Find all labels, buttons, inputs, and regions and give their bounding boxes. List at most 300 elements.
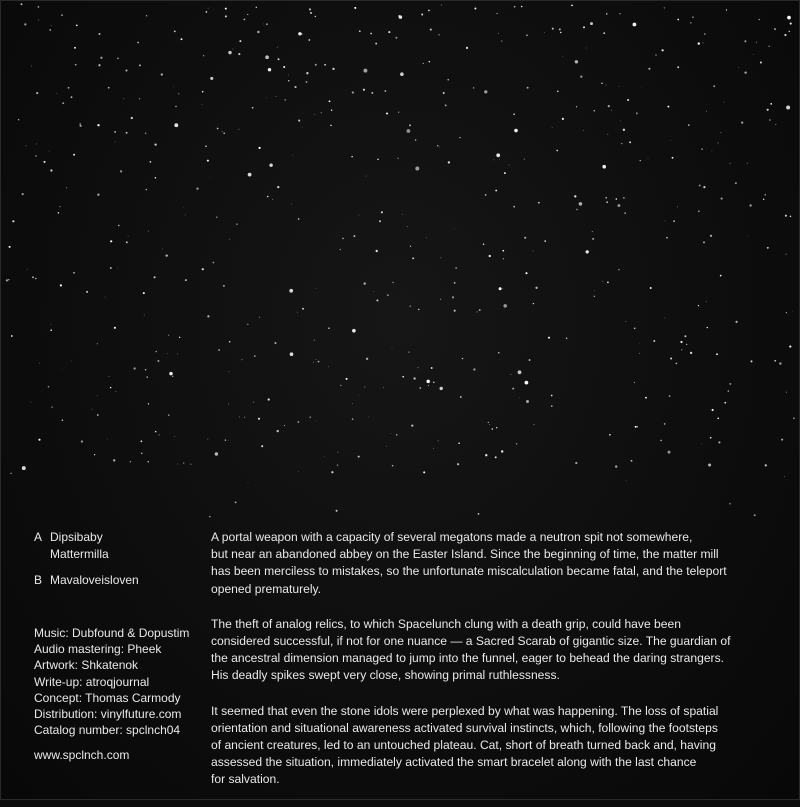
star — [9, 246, 11, 248]
star — [183, 462, 184, 463]
star — [37, 6, 39, 8]
star — [272, 199, 273, 200]
star — [284, 99, 286, 101]
star — [698, 42, 700, 44]
star — [298, 471, 299, 472]
star — [662, 49, 664, 51]
star — [708, 463, 711, 466]
star — [228, 371, 229, 372]
star — [340, 249, 341, 250]
star — [215, 452, 218, 455]
star — [790, 23, 792, 25]
star — [113, 459, 115, 461]
star — [504, 172, 506, 174]
star — [648, 158, 649, 159]
star — [415, 139, 416, 140]
star — [386, 446, 387, 447]
star — [306, 81, 308, 83]
star — [202, 91, 204, 93]
star — [729, 383, 731, 385]
star — [6, 279, 8, 281]
star — [18, 119, 19, 120]
star — [143, 292, 145, 294]
star — [769, 119, 771, 121]
star — [314, 114, 315, 115]
star — [423, 63, 424, 64]
star — [792, 312, 793, 313]
star — [712, 409, 714, 411]
star — [437, 145, 438, 146]
story-paragraph-1 — [211, 529, 781, 598]
star — [80, 125, 82, 127]
star — [337, 464, 338, 465]
story-line: opened prematurely. — [211, 581, 322, 596]
star — [218, 349, 220, 351]
star — [133, 367, 135, 369]
star — [713, 85, 715, 87]
star — [210, 177, 211, 178]
star — [409, 124, 411, 126]
star — [458, 442, 460, 444]
star — [583, 130, 584, 131]
star — [594, 296, 595, 297]
star — [27, 269, 28, 270]
star — [784, 34, 786, 36]
star — [718, 142, 719, 143]
star — [146, 189, 148, 191]
star — [331, 110, 332, 111]
star — [173, 87, 174, 88]
website-url: www.spclnch.com — [34, 748, 130, 762]
star — [720, 132, 721, 133]
star — [61, 14, 63, 16]
star — [428, 385, 429, 386]
star — [526, 34, 528, 36]
star — [310, 417, 311, 418]
star — [253, 402, 254, 403]
star — [109, 376, 110, 377]
star — [754, 514, 756, 516]
star — [331, 471, 333, 473]
star — [575, 60, 578, 63]
star — [786, 106, 790, 110]
star — [716, 353, 718, 355]
star — [364, 282, 366, 284]
star — [423, 471, 425, 473]
star — [354, 7, 356, 9]
star — [376, 250, 378, 252]
star — [703, 186, 705, 188]
star — [147, 376, 148, 377]
star — [235, 502, 237, 504]
star — [433, 448, 434, 449]
star — [741, 122, 743, 124]
star — [358, 395, 359, 396]
star — [606, 201, 608, 203]
star — [680, 341, 682, 343]
track-side-a — [34, 529, 139, 563]
star — [454, 282, 456, 284]
star — [518, 370, 522, 374]
star — [513, 206, 515, 208]
star — [352, 91, 354, 93]
star — [275, 96, 276, 97]
star — [258, 418, 260, 420]
star — [677, 66, 679, 68]
star — [238, 129, 239, 130]
star — [617, 204, 620, 207]
star — [175, 106, 176, 107]
star — [717, 417, 719, 419]
star — [315, 16, 316, 17]
star — [496, 13, 497, 14]
star — [750, 360, 752, 362]
story-line: the ancestral dimension managed to jump into the funnel, eager to behead the daring strangers. — [211, 651, 724, 666]
star — [207, 160, 209, 162]
star — [376, 299, 378, 301]
star — [677, 19, 679, 21]
star — [36, 144, 37, 145]
star — [298, 218, 299, 219]
star — [431, 367, 433, 369]
star — [400, 72, 404, 76]
star — [402, 214, 403, 215]
star — [626, 480, 627, 481]
star — [131, 117, 133, 119]
star — [410, 246, 411, 247]
star — [489, 255, 491, 257]
star — [535, 287, 537, 289]
star — [635, 426, 637, 428]
star — [43, 161, 45, 163]
story-line: The theft of analog relics, to which Spacelunch clung with a death grip, could have been — [211, 616, 681, 631]
star — [707, 327, 708, 328]
star — [248, 173, 252, 177]
star — [692, 16, 693, 17]
star — [562, 118, 564, 120]
star — [433, 382, 434, 383]
star — [729, 163, 730, 164]
star — [359, 30, 361, 32]
star — [50, 169, 52, 171]
star — [710, 235, 712, 237]
credits — [34, 625, 189, 738]
star — [607, 134, 608, 135]
star — [30, 402, 31, 403]
star — [586, 48, 587, 49]
star — [623, 129, 625, 131]
star — [100, 57, 102, 59]
star — [711, 150, 712, 151]
star — [498, 33, 499, 34]
star — [413, 377, 415, 379]
star — [174, 123, 178, 127]
star — [489, 424, 490, 425]
star — [145, 133, 147, 135]
star — [210, 77, 213, 80]
star — [321, 112, 322, 113]
star — [178, 93, 179, 94]
star — [664, 7, 665, 8]
star — [97, 194, 99, 196]
star — [183, 207, 184, 208]
star — [232, 48, 233, 49]
star — [677, 206, 678, 207]
star — [125, 69, 127, 71]
star — [229, 341, 231, 343]
star — [168, 335, 169, 336]
star — [11, 335, 13, 337]
star — [139, 64, 141, 66]
story-line: orientation and situational awareness activated survival instincts, which, following the footsteps — [211, 720, 718, 735]
star — [466, 47, 468, 49]
star — [670, 357, 672, 359]
star — [516, 443, 517, 444]
star — [398, 112, 399, 113]
star — [721, 198, 723, 200]
star — [306, 72, 308, 74]
star — [154, 143, 156, 145]
star — [66, 187, 67, 188]
star — [648, 68, 650, 70]
star — [479, 309, 481, 311]
star — [793, 417, 795, 419]
star — [513, 113, 515, 115]
star — [590, 22, 593, 25]
star — [371, 92, 373, 94]
star — [150, 161, 152, 163]
star — [763, 199, 764, 200]
star — [340, 385, 341, 386]
story-text — [211, 529, 781, 807]
star — [265, 55, 269, 59]
star — [495, 456, 497, 458]
star — [445, 104, 447, 106]
star — [117, 58, 119, 60]
star — [774, 360, 776, 362]
star — [386, 112, 388, 114]
star — [485, 454, 487, 456]
star — [787, 16, 791, 20]
star — [735, 321, 737, 323]
star — [601, 83, 602, 84]
star — [216, 216, 217, 217]
star — [181, 38, 183, 40]
star — [314, 340, 315, 341]
star — [668, 451, 671, 454]
star — [396, 434, 398, 436]
star — [10, 473, 11, 474]
tracklist — [34, 529, 139, 589]
star — [765, 464, 767, 466]
credit-concept: Concept: Thomas Carmody — [34, 690, 181, 705]
star — [364, 386, 365, 387]
star — [196, 187, 198, 189]
star — [524, 159, 525, 160]
star — [62, 419, 64, 421]
star — [392, 465, 394, 467]
story-line: assessed the situation, immediately activated the smart bracelet along with the last chance — [211, 755, 697, 770]
star — [79, 123, 81, 125]
star — [24, 23, 26, 25]
star — [337, 452, 338, 453]
star — [412, 257, 414, 259]
star — [476, 311, 477, 312]
star — [35, 155, 37, 157]
star — [283, 66, 285, 68]
star — [526, 400, 529, 403]
star — [207, 315, 209, 317]
star — [58, 212, 59, 213]
star — [241, 359, 242, 360]
star — [91, 409, 92, 410]
star — [68, 87, 70, 89]
star — [385, 90, 387, 92]
star — [641, 88, 642, 89]
star — [205, 145, 207, 147]
star — [738, 67, 739, 68]
star — [254, 355, 255, 356]
story-paragraph-2 — [211, 616, 781, 685]
star — [25, 145, 26, 146]
star — [292, 155, 293, 156]
star — [767, 109, 769, 111]
star — [611, 110, 612, 111]
star — [759, 19, 760, 20]
star — [145, 369, 146, 370]
star — [438, 440, 439, 441]
star — [228, 440, 229, 441]
star — [324, 456, 325, 457]
star — [623, 197, 625, 199]
star — [179, 337, 180, 338]
star — [556, 150, 558, 152]
star — [702, 42, 703, 43]
star — [368, 417, 369, 418]
star — [634, 382, 635, 383]
star — [765, 194, 766, 195]
star — [552, 127, 553, 128]
star — [551, 405, 552, 406]
star — [620, 120, 621, 121]
star — [485, 194, 487, 196]
star — [576, 106, 577, 107]
star — [586, 250, 589, 253]
star — [660, 440, 661, 441]
star — [172, 376, 173, 377]
star — [169, 372, 172, 375]
star — [607, 282, 609, 284]
star — [430, 29, 432, 31]
star — [266, 97, 267, 98]
star — [50, 329, 52, 331]
star — [673, 220, 675, 222]
star — [217, 128, 219, 130]
star — [71, 360, 72, 361]
star — [501, 450, 503, 452]
star — [76, 24, 78, 26]
star — [330, 125, 332, 127]
star — [747, 236, 748, 237]
star — [207, 439, 208, 440]
star — [110, 387, 111, 388]
star — [359, 215, 360, 216]
star — [636, 112, 637, 113]
star — [75, 64, 77, 66]
star — [559, 28, 561, 30]
star — [185, 214, 186, 215]
star — [162, 248, 163, 249]
star — [681, 349, 682, 350]
star — [426, 237, 427, 238]
star — [148, 231, 149, 232]
star — [488, 422, 489, 423]
star — [688, 124, 689, 125]
star — [420, 387, 422, 389]
credit-writeup: Write-up: atroqjournal — [34, 674, 150, 689]
star — [342, 238, 343, 239]
star — [729, 503, 730, 504]
star — [418, 367, 419, 368]
star — [706, 111, 707, 112]
star — [141, 453, 142, 454]
star — [779, 362, 781, 364]
credit-catalog-number: Catalog number: spclnch04 — [34, 723, 181, 738]
star — [473, 87, 474, 88]
star — [97, 124, 99, 126]
star — [252, 107, 254, 109]
star — [602, 281, 603, 282]
star — [503, 258, 504, 259]
star — [510, 374, 511, 375]
star — [415, 167, 419, 171]
star — [631, 460, 633, 462]
star — [373, 291, 374, 292]
star — [704, 33, 705, 34]
star — [36, 92, 38, 94]
star — [407, 129, 411, 133]
star — [302, 308, 304, 310]
star — [288, 75, 289, 76]
star — [278, 58, 280, 60]
story-line: His deadly spikes swept very close, showing primal ruthlessness. — [211, 668, 560, 683]
star — [248, 482, 249, 483]
star — [496, 153, 500, 157]
star — [592, 231, 593, 232]
star — [619, 13, 620, 14]
star — [277, 186, 279, 188]
star — [514, 6, 516, 8]
star — [51, 25, 52, 26]
star — [105, 297, 106, 298]
star — [114, 327, 116, 329]
star — [97, 414, 99, 416]
star — [760, 61, 762, 63]
star — [474, 7, 476, 9]
story-line: of ancient creatures, led to an untouched plateau. Cat, short of breath turned back and, having — [211, 738, 716, 753]
star — [560, 32, 561, 33]
star — [462, 358, 463, 359]
star — [639, 344, 640, 345]
star — [702, 443, 703, 444]
star — [483, 244, 484, 245]
star — [735, 182, 737, 184]
star — [756, 42, 757, 43]
star — [328, 327, 330, 329]
star — [377, 158, 379, 160]
star — [781, 439, 783, 441]
star — [71, 96, 73, 98]
